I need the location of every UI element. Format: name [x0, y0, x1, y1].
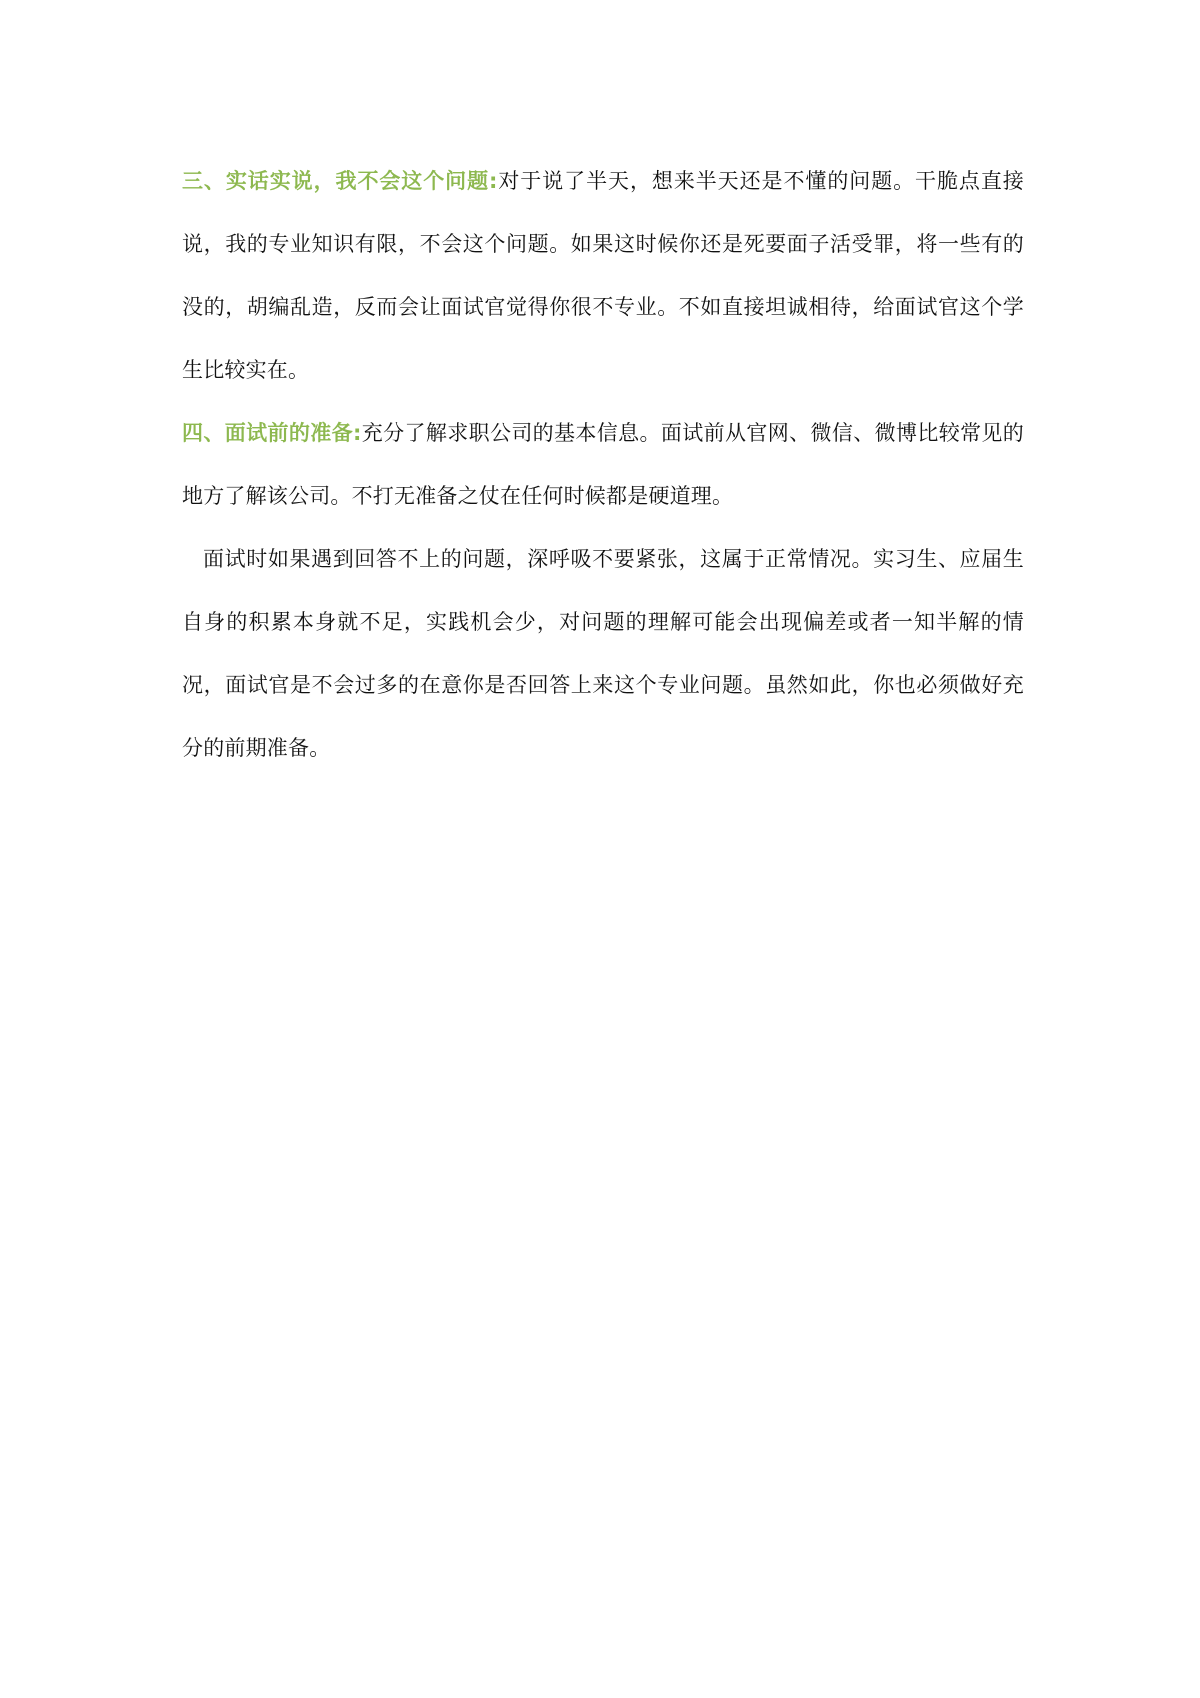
closing-paragraph: 面试时如果遇到回答不上的问题，深呼吸不要紧张，这属于正常情况。实习生、应届生自身的积累本身就不足，实践机会少，对问题的理解可能会出现偏差或者一知半解的情况，面试官是不会过多的在意你是否回答上来这个专业问题。虽然如此，你也必须做好充分的前期准备。	[182, 547, 1024, 760]
section-3-heading: 三、实话实说，我不会这个问题:	[182, 169, 498, 193]
section-4-body: 充分了解求职公司的基本信息。面试前从官网、微信、微博比较常见的地方了解该公司。不打无准备之仗在任何时候都是硬道理。	[182, 421, 1025, 508]
section-4-paragraph	[182, 402, 1024, 528]
document-page	[182, 150, 1024, 780]
section-3-body: 对于说了半天，想来半天还是不懂的问题。干脆点直接说，我的专业知识有限，不会这个问题。如果这时候你还是死要面子活受罪，将一些有的没的，胡编乱造，反而会让面试官觉得你很不专业。不如直接坦诚相待，给面试官这个学生比较实在。	[182, 169, 1024, 382]
section-3-paragraph	[182, 150, 1024, 402]
section-4-heading: 四、面试前的准备:	[182, 421, 362, 445]
